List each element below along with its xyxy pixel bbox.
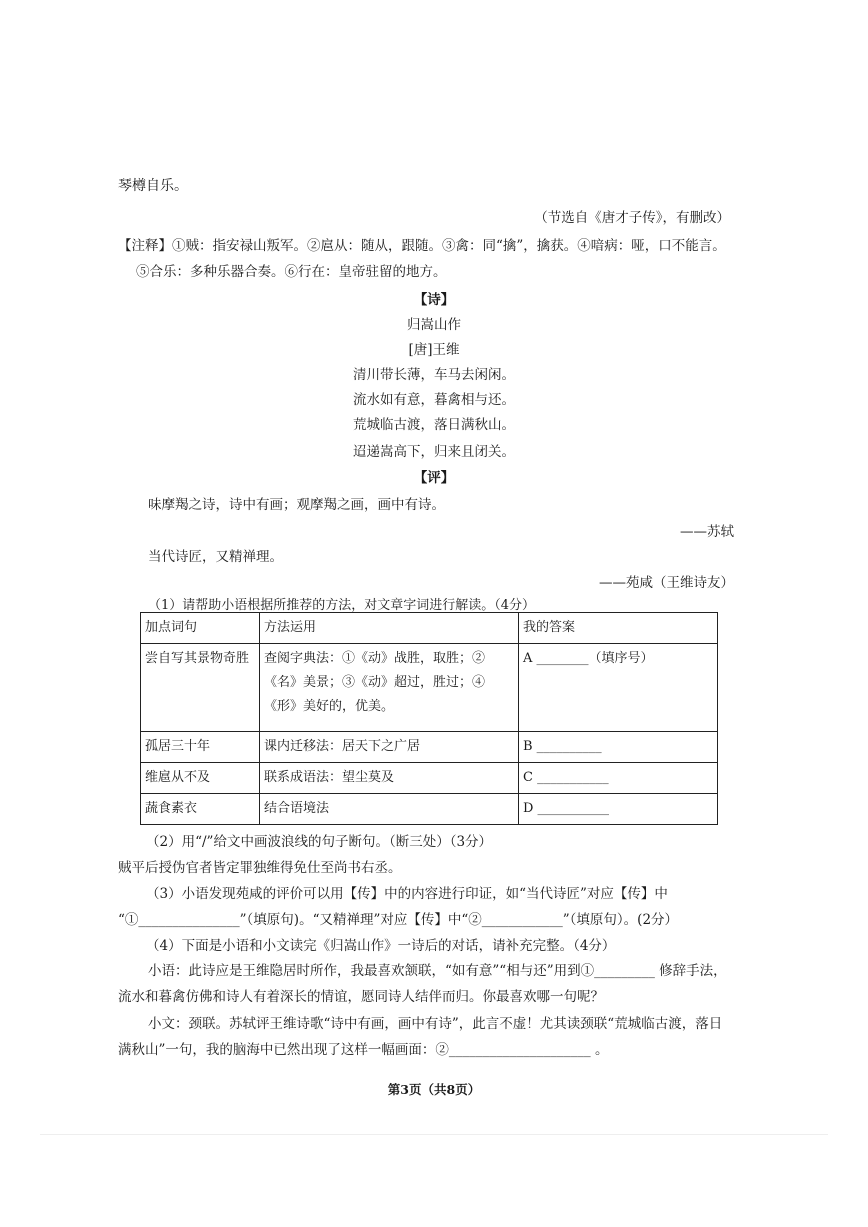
q2-prompt: （2）用“/”给文中画波浪线的句子断句。（断三处）（3分）	[146, 834, 493, 850]
q1-prompt: （1）请帮助小语根据所推荐的方法，对文章字词进行解读。（4分）	[148, 598, 536, 613]
q2-sentence: 贼平后授伪官者皆定罪独维得免仕至尚书右丞。	[118, 860, 402, 876]
header-method: 方法运用	[260, 613, 519, 644]
notes-line-2: ⑤合乐：多种乐器合奏。⑥行在：皇帝驻留的地方。	[136, 264, 447, 280]
comment-author-1: ——苏轼	[680, 524, 734, 540]
comment-quote-1: 味摩羯之诗，诗中有画；观摩羯之画，画中有诗。	[148, 497, 445, 513]
poem-title: 归嵩山作	[407, 317, 461, 333]
poem-line-1: 清川带长薄，车马去闲闲。	[353, 367, 515, 383]
row-method: 课内迁移法：居天下之广居	[260, 732, 519, 763]
notes-line-1: 【注释】①贼：指安禄山叛军。②扈从：随从，跟随。③禽：同“擒”，擒获。④喑病：哑，口不能言。	[118, 238, 726, 254]
q4-prompt: （4）下面是小语和小文读完《归嵩山作》一诗后的对话，请补充完整。（4分）	[146, 938, 616, 954]
page-number: 第3页（共8页）	[387, 1082, 481, 1097]
poem-line-2: 流水如有意，暮禽相与还。	[353, 392, 515, 408]
comment-quote-2: 当代诗匠，又精禅理。	[148, 549, 283, 565]
comment-author-2: ——苑咸（王维诗友）	[599, 575, 734, 591]
comment-section-heading: 【评】	[413, 470, 455, 486]
source-citation: （节选自《唐才子传》，有删改）	[534, 210, 730, 226]
poem-author: [唐]王维	[408, 342, 460, 358]
row-answer-field[interactable]: D ___________	[519, 794, 718, 825]
header-answer: 我的答案	[519, 613, 718, 644]
table-row	[141, 644, 718, 732]
table-header-row	[141, 613, 718, 644]
row-method: 联系成语法：望尘莫及	[260, 763, 519, 794]
header-phrase: 加点词句	[141, 613, 260, 644]
q3-line-2[interactable]: “①_______________”（填原句)。“又精禅理”对应【传】中“②____________”（填原句）。(2分）	[118, 912, 679, 928]
row-phrase: 维扈从不及	[141, 763, 260, 794]
row-phrase: 尝自写其景物奇胜	[141, 644, 260, 732]
top-line: 琴樽自乐。	[118, 178, 188, 194]
row-answer-field[interactable]: C ___________	[519, 763, 718, 794]
q4-xiaoyu-line-1[interactable]: 小语：此诗应是王维隐居时所作，我最喜欢颔联，“如有意”“相与还”用到①_________ 修辞手法，	[148, 963, 727, 979]
table-row	[141, 732, 718, 763]
row-method: 结合语境法	[260, 794, 519, 825]
q4-xiaowen-line-1: 小文：颈联。苏轼评王维诗歌“诗中有画，画中有诗”，此言不虚！尤其读颈联“荒城临古渡，落日	[148, 1016, 723, 1032]
q4-xiaowen-line-2[interactable]: 满秋山”一句，我的脑海中已然出现了这样一幅画面：②_____________________ 。	[118, 1042, 609, 1058]
row-method: 查阅字典法：①《动》战胜，取胜；②《名》美景；③《动》超过，胜过；④《形》美好的，优美。	[260, 644, 519, 732]
table-row	[141, 794, 718, 825]
row-phrase: 孤居三十年	[141, 732, 260, 763]
row-answer-field[interactable]: B __________	[519, 732, 718, 763]
table-row	[141, 763, 718, 794]
q4-xiaoyu-line-2: 流水和暮禽仿佛和诗人有着深长的情谊，愿同诗人结伴而归。你最喜欢哪一句呢？	[118, 989, 604, 1005]
poem-line-4: 迢递嵩高下，归来且闭关。	[353, 444, 515, 460]
q3-line-1: （3）小语发现苑咸的评价可以用【传】中的内容进行印证，如“当代诗匠”对应【传】中	[146, 886, 668, 902]
row-phrase: 蔬食素衣	[141, 794, 260, 825]
poem-line-3: 荒城临古渡，落日满秋山。	[353, 417, 515, 433]
footer-divider	[40, 1134, 828, 1135]
poem-section-heading: 【诗】	[413, 292, 455, 308]
q1-table	[140, 612, 718, 825]
row-answer-field[interactable]: A ________（填序号）	[519, 644, 718, 732]
